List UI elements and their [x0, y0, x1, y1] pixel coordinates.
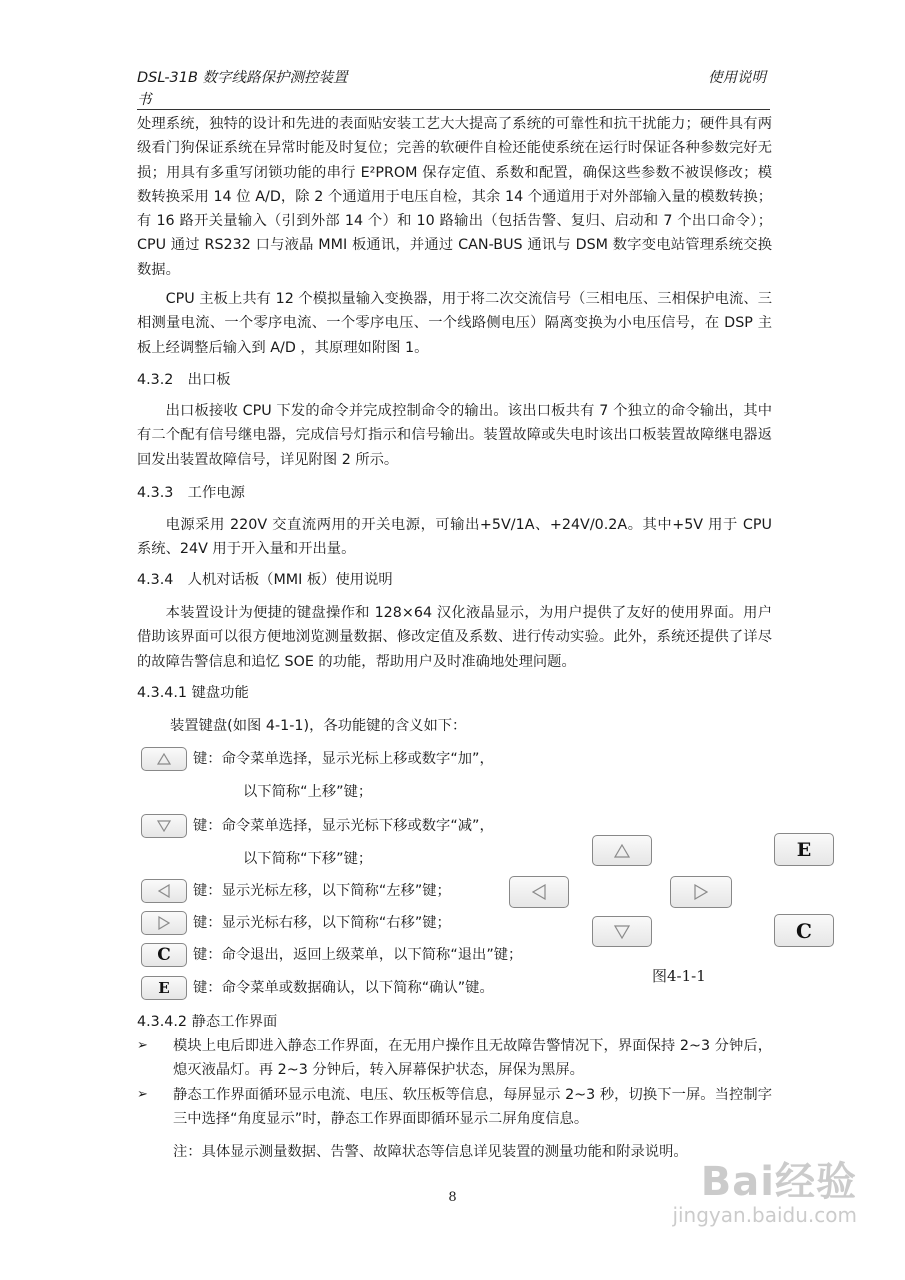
triangle-up-icon — [614, 844, 630, 858]
section-heading-4-3-4-1: 4.3.4.1 键盘功能 — [137, 685, 249, 701]
watermark-url: jingyan.baidu.com — [672, 1203, 857, 1227]
up-key — [141, 747, 187, 771]
section-heading-4-3-3: 4.3.3 工作电源 — [137, 485, 245, 501]
down-key-alias: 以下简称“下移”键； — [243, 851, 373, 867]
figure-right-key — [670, 876, 732, 908]
down-key-desc: 键：命令菜单选择，显示光标下移或数字“减”， — [193, 818, 494, 834]
triangle-down-icon — [614, 925, 630, 939]
c-key: C — [141, 943, 187, 967]
right-key — [141, 911, 187, 935]
figure-c-key: C — [774, 914, 834, 947]
figure-left-key — [509, 876, 569, 908]
keyboard-intro: 装置键盘(如图 4-1-1)，各功能键的含义如下： — [170, 718, 467, 734]
bullet-marker: ➢ — [137, 1038, 148, 1053]
left-key — [141, 879, 187, 903]
triangle-left-icon — [532, 884, 546, 900]
triangle-left-icon — [158, 884, 170, 898]
figure-down-key — [592, 916, 652, 947]
page-number: 8 — [448, 1190, 457, 1205]
header-right-title: 使用说明 — [708, 70, 766, 86]
figure-caption: 图4-1-1 — [652, 967, 706, 985]
section-heading-4-3-4: 4.3.4 人机对话板（MMI 板）使用说明 — [137, 572, 393, 588]
c-key-desc: 键：命令退出，返回上级菜单，以下简称“退出”键； — [193, 947, 523, 963]
bullet-item: 静态工作界面循环显示电流、电压、软压板等信息，每屏显示 2~3 秒，切换下一屏。当控制字三中选择“角度显示”时，静态工作界面即循环显示二屏角度信息。 — [173, 1087, 772, 1128]
triangle-right-icon — [694, 884, 708, 900]
right-key-desc: 键：显示光标右移，以下简称“右移”键； — [193, 915, 451, 931]
e-key: E — [141, 976, 187, 1000]
paragraph-processing-system: 处理系统，独特的设计和先进的表面贴安装工艺大大提高了系统的可靠性和抗干扰能力；硬件具有两级看门狗保证系统在异常时能及时复位；完善的软硬件自检还能使系统在运行时保证各种参数完好无损；用具有多重写闭锁功能的串行 E²PROM 保存定值、系数和配置，确保这些参数不被误修改；模数转换采用 14 位 A/D，除 2 个通道用于电压自检，其余 14 个通道用于对外部输入量的模数转换；有 16 路开关量输入（引到外部 14 个）和 10 路输出（包括告警、复归、启动和 7 个出口命令）；CPU 通过 RS232 口与液晶 MMI 板通讯，并通过 CAN-BUS 通讯与 DSM 数字变电站管理系统交换数据。 — [137, 116, 772, 278]
section-heading-4-3-4-2: 4.3.4.2 静态工作界面 — [137, 1014, 278, 1030]
triangle-right-icon — [158, 916, 170, 930]
triangle-down-icon — [157, 820, 171, 832]
note: 注：具体显示测量数据、告警、故障状态等信息详见装置的测量功能和附录说明。 — [173, 1144, 688, 1160]
header-title: DSL-31B 数字线路保护测控装置 — [137, 70, 348, 86]
paragraph-output-board: 出口板接收 CPU 下发的命令并完成控制命令的输出。该出口板共有 7 个独立的命令输出，其中有二个配有信号继电器，完成信号灯指示和信号输出。装置故障或失电时该出口板装置故障继电器返回发出装置故障信号，详见附图 2 所示。 — [137, 403, 772, 468]
paragraph-mmi: 本装置设计为便捷的键盘操作和 128×64 汉化液晶显示，为用户提供了友好的使用界面。用户借助该界面可以很方便地浏览测量数据、修改定值及系数、进行传动实验。此外，系统还提供了详尽的故障告警信息和追忆 SOE 的功能，帮助用户及时准确地处理问题。 — [137, 605, 772, 670]
figure-e-key: E — [774, 833, 834, 866]
watermark — [672, 1150, 857, 1227]
paragraph-power-supply: 电源采用 220V 交直流两用的开关电源，可输出+5V/1A、+24V/0.2A。其中+5V 用于 CPU 系统、24V 用于开入量和开出量。 — [137, 517, 772, 558]
up-key-desc: 键：命令菜单选择，显示光标上移或数字“加”， — [193, 751, 494, 767]
header-rule — [137, 109, 770, 110]
figure-up-key — [592, 835, 652, 866]
bullet-marker: ➢ — [137, 1087, 148, 1102]
up-key-alias: 以下简称“上移”键； — [243, 784, 373, 800]
bullet-item: 模块上电后即进入静态工作界面，在无用户操作且无故障告警情况下，界面保持 2~3 分钟后，熄灭液晶灯。再 2~3 分钟后，转入屏幕保护状态，屏保为黑屏。 — [173, 1038, 772, 1079]
paragraph-cpu-board: CPU 主板上共有 12 个模拟量输入变换器，用于将二次交流信号（三相电压、三相保护电流、三相测量电流、一个零序电流、一个零序电压、一个线路侧电压）隔离变换为小电压信号，在 DSP 主板上经调整后输入到 A/D ，其原理如附图 1。 — [137, 291, 772, 356]
e-key-desc: 键：命令菜单或数据确认，以下简称“确认”键。 — [193, 980, 494, 996]
left-key-desc: 键：显示光标左移，以下简称“左移”键； — [193, 883, 451, 899]
header-title-wrap: 书 — [137, 92, 152, 108]
section-heading-4-3-2: 4.3.2 出口板 — [137, 372, 231, 388]
watermark-brand: Bai经验 — [700, 1159, 857, 1205]
down-key — [141, 814, 187, 838]
triangle-up-icon — [157, 753, 171, 765]
